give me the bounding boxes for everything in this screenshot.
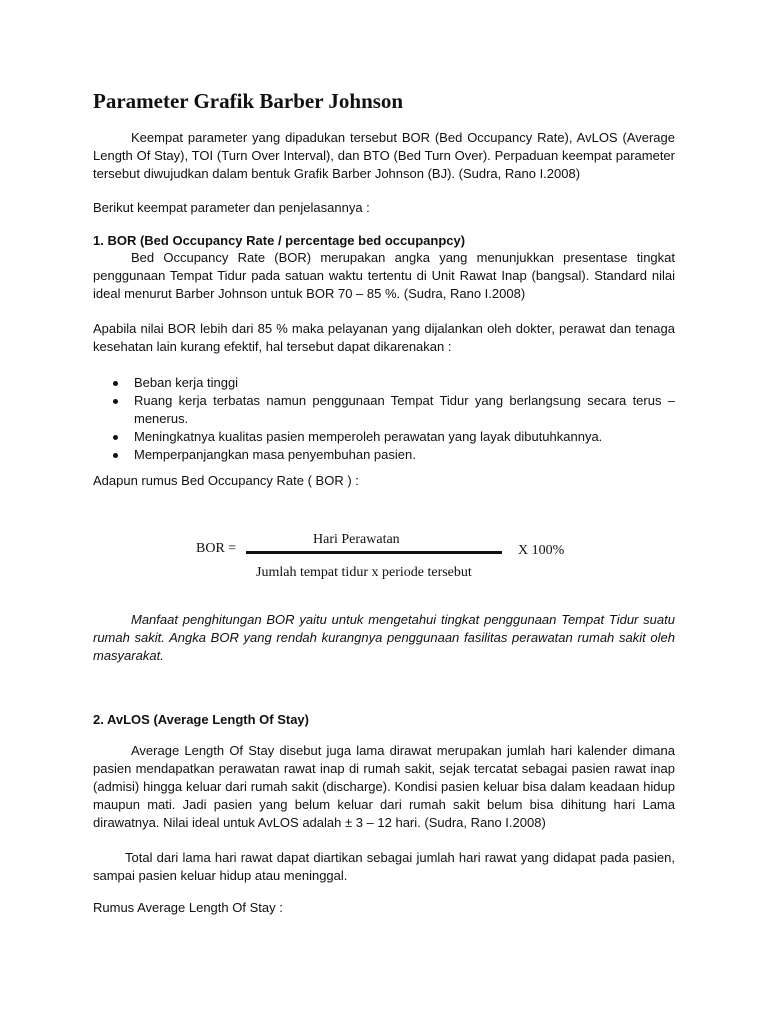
formula-multiplier: X 100% [518,543,565,558]
bor-formula-intro: Adapun rumus Bed Occupancy Rate ( BOR ) : [93,473,359,488]
formula-denominator: Jumlah tempat tidur x periode tersebut [256,565,472,580]
list-item: Ruang kerja terbatas namun penggunaan Tempat Tidur yang berlangsung secara terus – menerus. [93,392,675,428]
formula-numerator: Hari Perawatan [313,532,400,547]
page-title: Parameter Grafik Barber Johnson [93,89,404,113]
bor-benefit-paragraph: Manfaat penghitungan BOR yaitu untuk mengetahui tingkat penggunaan Tempat Tidur suatu rumah sakit. Angka BOR yang rendah kurangnya penggunaan fasilitas perawatan rumah sakit oleh masyarakat. [93,612,675,663]
bullet-icon [113,381,118,386]
fraction-bar [246,551,502,554]
avlos-total-paragraph: Total dari lama hari rawat dapat diartikan sebagai jumlah hari rawat yang didapat pada pasien, sampai pasien keluar hidup atau meninggal. [93,850,675,883]
list-item: Meningkatnya kualitas pasien memperoleh perawatan yang layak dibutuhkannya. [93,428,675,446]
bor-heading: 1. BOR (Bed Occupancy Rate / percentage bed occupanpcy) [93,233,466,248]
parameters-intro: Berikut keempat parameter dan penjelasannya : [93,200,370,215]
avlos-heading: 2. AvLOS (Average Length Of Stay) [93,712,309,727]
formula-lhs: BOR = [196,541,237,556]
list-item: Memperpanjangkan masa penyembuhan pasien. [93,446,675,464]
list-item: Beban kerja tinggi [93,374,675,392]
bullet-icon [113,435,118,440]
intro-paragraph: Keempat parameter yang dipadukan tersebut BOR (Bed Occupancy Rate), AvLOS (Average Length Of Stay), TOI (Turn Over Interval), dan BTO (Bed Turn Over). Perpaduan keempat parameter tersebut diwujudkan dalam bentuk Grafik Barber Johnson (BJ). (Sudra, Rano I.2008) [93,130,675,181]
bullet-icon [113,399,118,404]
avlos-formula-intro: Rumus Average Length Of Stay : [93,900,283,915]
avlos-definition: Average Length Of Stay disebut juga lama dirawat merupakan jumlah hari kalender dimana pasien mendapatkan perawatan rawat inap di rumah sakit, sejak tercatat sebagai pasien rawat inap (admisi) hingga keluar dari rumah sakit (discharge). Kondisi pasien keluar bisa dalam keadaan hidup maupun mati. Jadi pasien yang belum keluar dari rumah sakit belum bisa dihitung hari Lama dirawatnya. Nilai ideal untuk AvLOS adalah ± 3 – 12 hari. (Sudra, Rano I.2008) [93,743,675,830]
bor-reasons-list [93,374,675,464]
bor-above-85-paragraph: Apabila nilai BOR lebih dari 85 % maka pelayanan yang dijalankan oleh dokter, perawat dan tenaga kesehatan lain kurang efektif, hal tersebut dapat dikarenakan : [93,321,675,354]
bullet-icon [113,453,118,458]
bor-definition: Bed Occupancy Rate (BOR) merupakan angka yang menunjukkan presentase tingkat penggunaan Tempat Tidur pada satuan waktu tertentu di Unit Rawat Inap (bangsal). Standard nilai ideal menurut Barber Johnson untuk BOR 70 – 85 %. (Sudra, Rano I.2008) [93,250,675,301]
